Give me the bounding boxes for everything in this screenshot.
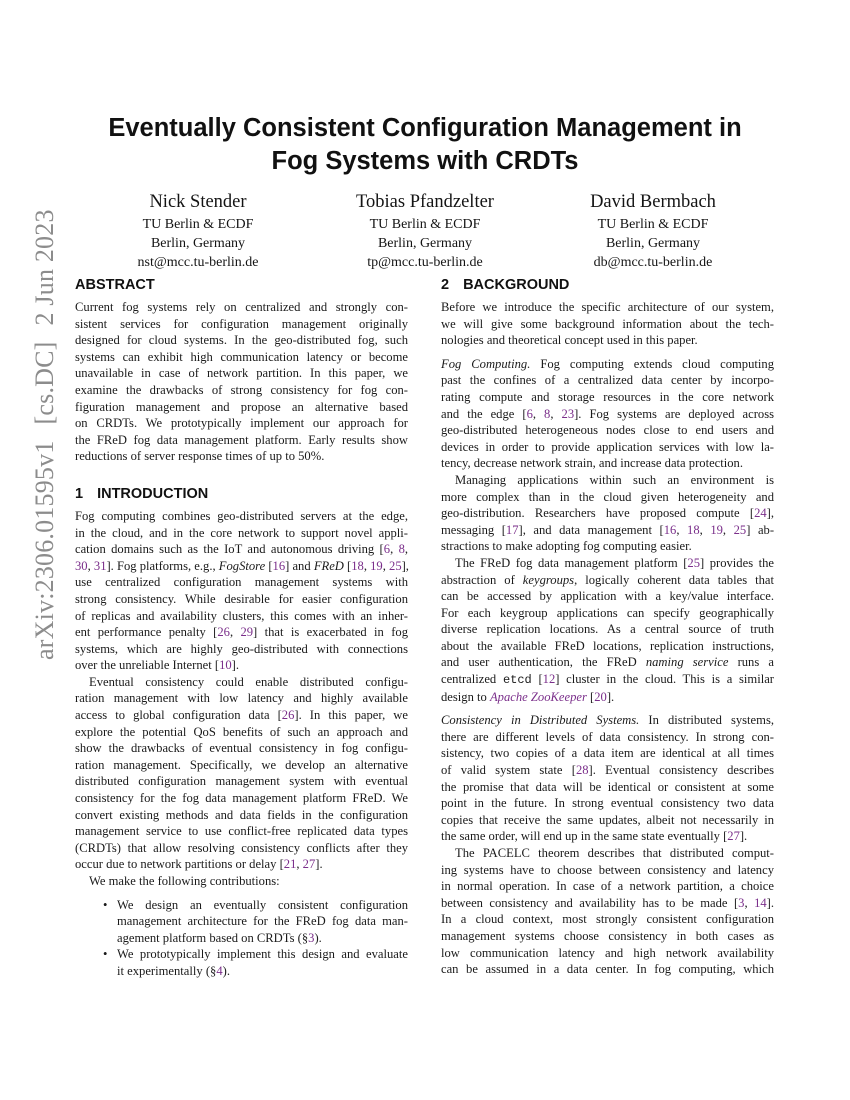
citation-link[interactable]: 20 xyxy=(594,689,607,704)
text-line: devices in order to provide application services with low la- xyxy=(441,439,774,454)
left-column xyxy=(75,276,408,980)
author-affiliation: TU Berlin & ECDF xyxy=(369,217,481,232)
consistency-paragraph xyxy=(441,712,774,845)
text-line: ration management. Specifically, we develop an alternative xyxy=(75,757,408,772)
citation-link[interactable]: 17 xyxy=(505,522,519,537)
text-line: in the cloud, and in the core network to support novel appli- xyxy=(75,525,408,540)
text-line: unavailable in case of network partition. In this paper, we xyxy=(75,366,408,381)
intro-paragraph-1 xyxy=(75,508,408,674)
citation-link[interactable]: 24 xyxy=(754,506,767,521)
text-line: past the confines of a centralized data center by incorpo- xyxy=(441,373,774,388)
text-line: We prototypically implement this design and evaluate xyxy=(117,947,408,962)
section-ref-link[interactable]: 3 xyxy=(308,930,315,945)
pacelc-paragraph xyxy=(441,845,774,978)
section-ref-link[interactable]: 4 xyxy=(216,963,223,978)
paper-title xyxy=(60,112,790,178)
text-line: messaging [17], and data management [16, 18, 19, 25] ab- xyxy=(441,522,775,537)
text-line: The PACELC theorem describes that distributed comput- xyxy=(455,846,774,860)
text-line: ent performance penalty [26, 29] that is exacerbated in fog xyxy=(75,625,408,640)
intro-paragraph-3 xyxy=(75,873,408,890)
citation-link[interactable]: 30 xyxy=(75,558,88,573)
text-line: tency, decrease network strain, and increase data protection. xyxy=(441,456,743,471)
arxiv-date: 2 Jun 2023 xyxy=(30,209,59,326)
text-line: For each keygroup applications can specify geographically xyxy=(441,605,774,620)
author-email[interactable]: nst@mcc.tu-berlin.de xyxy=(137,255,259,270)
citation-link[interactable]: 27 xyxy=(727,829,740,844)
citation-link[interactable]: 25 xyxy=(733,522,747,537)
text-line: We design an eventually consistent configuration xyxy=(117,897,408,912)
text-line: low communication latency and high network availability xyxy=(441,945,774,960)
bullet-icon: • xyxy=(103,947,108,962)
text-line: management service to use conflict-free replicated data types xyxy=(75,824,408,839)
citation-link[interactable]: Apache ZooKeeper xyxy=(489,689,587,704)
text-line: designed for cloud systems. In the geo-distributed fog, such xyxy=(75,333,408,348)
author-name: Nick Stender xyxy=(149,192,247,212)
arxiv-identifier xyxy=(30,193,60,660)
text-line: Before we introduce the specific architecture of our system, xyxy=(441,300,774,314)
text-line: geo-distributed heterogeneous nodes close to end users and xyxy=(441,423,774,438)
text-line: use centralized configuration management systems with xyxy=(75,575,408,590)
text-line: Fog computing combines geo-distributed servers at the edge, xyxy=(75,508,408,523)
text-line: Managing applications within such an environment is xyxy=(455,472,774,487)
text-line: Fog Computing. Fog computing extends cloud computing xyxy=(441,356,774,371)
text-line: (CRDTs) that allow resolving consistency conflicts after they xyxy=(75,840,408,855)
citation-link[interactable]: 19 xyxy=(370,558,383,573)
contribution-bullet xyxy=(75,946,408,979)
text-line: Consistency in Distributed Systems. In distributed systems, xyxy=(441,713,774,728)
paragraph-title: Consistency in Distributed Systems. xyxy=(441,713,640,728)
text-line: rating compute and storage resources in the core network xyxy=(441,389,774,404)
text-line: in normal operation. In case of a network partition, a choice xyxy=(441,879,774,894)
citation-link[interactable]: 10 xyxy=(219,658,232,673)
paragraph-title: Fog Computing. xyxy=(441,356,531,371)
text-line: 30, 31]. Fog platforms, e.g., FogStore [16] and FReD [18, 19, 25], xyxy=(75,558,409,573)
abstract-heading: ABSTRACT xyxy=(75,277,155,293)
text-line: and user authentication, the FReD naming service runs a xyxy=(441,655,774,670)
text-line: cation domains such as the IoT and autonomous driving [6, 8, xyxy=(75,542,409,557)
citation-link[interactable]: 29 xyxy=(240,625,254,640)
abstract-text xyxy=(75,299,408,465)
text-line: between consistency and availability has to be made [3, 14]. xyxy=(441,895,774,910)
text-line: about the available FReD locations, replication instructions, xyxy=(441,638,774,653)
bullet-icon: • xyxy=(103,897,108,912)
text-line: distributed configuration management system with eventual xyxy=(75,774,408,789)
citation-link[interactable]: 6 xyxy=(383,542,391,557)
text-line: it experimentally (§4). xyxy=(117,963,230,978)
text-line: access to global configuration data [26]. In this paper, we xyxy=(75,708,408,723)
text-line: systems can exhibit high communication latency or become xyxy=(75,349,408,364)
text-line: of replicas and availability clusters, this comes with an inher- xyxy=(75,608,408,623)
text-line: abstraction of keygroups, logically coherent data tables that xyxy=(441,572,775,587)
author-name: David Bermbach xyxy=(590,192,716,212)
text-line: In a cloud context, most strongly consistent configuration xyxy=(441,912,774,927)
title-line-1: Eventually Consistent Configuration Management in xyxy=(108,114,742,142)
author-email[interactable]: db@mcc.tu-berlin.de xyxy=(593,255,713,270)
text-line: convert existing methods and data fields in the configuration xyxy=(75,807,408,822)
citation-link[interactable]: 28 xyxy=(575,763,589,778)
contribution-bullet xyxy=(75,897,408,947)
text-line: management architecture for the FReD fog data man- xyxy=(117,914,408,929)
citation-link[interactable]: 16 xyxy=(663,522,677,537)
text-line: ing systems have to choose between consistency and latency xyxy=(441,862,774,877)
background-heading xyxy=(441,276,774,294)
intro-paragraph-2 xyxy=(75,674,408,873)
text-line: more complex than in the cloud given heterogeneity and xyxy=(441,489,774,504)
citation-link[interactable]: 14 xyxy=(754,895,767,910)
text-line: sistency, two copies of a data item are identical at all times xyxy=(441,746,774,761)
citation-link[interactable]: 31 xyxy=(93,558,107,573)
citation-link[interactable]: 25 xyxy=(687,555,701,570)
text-line: copies that receive the same updates, albeit not necessarily in xyxy=(441,812,774,827)
text-line: Eventual consistency could enable distributed configu- xyxy=(89,674,408,689)
citation-link[interactable]: 27 xyxy=(302,857,316,872)
text-line: show the drawbacks of eventual consistency in fog configu- xyxy=(75,741,408,756)
text-line: figuration management and propose an alternative based xyxy=(75,399,408,414)
text-line: We make the following contributions: xyxy=(89,874,280,888)
introduction-heading xyxy=(75,485,408,503)
author-block xyxy=(538,190,768,272)
citation-link[interactable]: 8 xyxy=(544,406,551,421)
citation-link[interactable]: 26 xyxy=(217,625,230,640)
text-line: centralized etcd [12] cluster in the cloud. This is a similar xyxy=(441,672,774,688)
text-line: over the unreliable Internet [10]. xyxy=(75,658,239,673)
citation-link[interactable]: 6 xyxy=(526,406,533,421)
citation-link[interactable]: 18 xyxy=(687,522,700,537)
text-line: the FReD fog data management platform. Early results show xyxy=(75,432,408,447)
text-line: design to Apache ZooKeeper [20]. xyxy=(441,689,615,704)
citation-link[interactable]: 26 xyxy=(281,708,295,723)
citation-link[interactable]: 16 xyxy=(272,558,286,573)
citation-link[interactable]: 12 xyxy=(542,672,556,687)
author-affiliation: TU Berlin & ECDF xyxy=(142,217,254,232)
background-intro xyxy=(441,299,774,349)
arxiv-category: [cs.DC] xyxy=(30,341,59,425)
author-affiliation: TU Berlin & ECDF xyxy=(597,217,709,232)
text-line: management systems choose consistency in both cases as xyxy=(441,928,774,943)
author-location: Berlin, Germany xyxy=(605,236,701,251)
text-line: can be assumed in a data center. In fog computing, which xyxy=(441,962,774,977)
text-line: nologies and theoretical concept used in this paper. xyxy=(441,333,698,348)
text-line: of valid system state [28]. Eventual consistency describes xyxy=(441,763,774,778)
text-line: ration management with low latency and highly available xyxy=(75,691,408,706)
text-line: agement platform based on CRDTs (§3). xyxy=(117,930,322,945)
citation-link[interactable]: 19 xyxy=(710,522,723,537)
text-line: diverse replication locations. As a central source of truth xyxy=(441,622,774,637)
text-line: stractions to make adopting fog computing easier. xyxy=(441,539,692,554)
author-location: Berlin, Germany xyxy=(150,236,246,251)
citation-link[interactable]: 23 xyxy=(561,406,575,421)
author-name: Tobias Pfandzelter xyxy=(356,192,494,212)
author-block xyxy=(310,190,540,272)
text-line: occur due to network partitions or delay [21, 27]. xyxy=(75,857,323,872)
fog-computing-paragraph xyxy=(441,356,774,472)
text-line: The FReD fog data management platform [25] provides the xyxy=(455,555,774,570)
text-line: there are different levels of data consistency. In strong con- xyxy=(441,729,774,744)
citation-link[interactable]: 25 xyxy=(389,558,402,573)
text-line: point in the future. In strong eventual consistency two data xyxy=(441,796,774,811)
text-line: systems, which are highly geo-distributed with connections xyxy=(75,641,408,656)
text-line: we will give some background information about the tech- xyxy=(441,316,774,331)
section-number: 1 xyxy=(75,485,84,502)
text-line: geo-distribution. Researchers have proposed compute [24], xyxy=(441,506,774,521)
citation-link[interactable]: 8 xyxy=(398,542,405,557)
title-line-2: Fog Systems with CRDTs xyxy=(271,147,579,175)
text-line: can be accessed by application with a key/value interface. xyxy=(441,589,774,604)
citation-link[interactable]: 3 xyxy=(738,895,745,910)
text-line: strong consistency. While desirable for easier configuration xyxy=(75,591,408,606)
text-line: explore the potential QoS benefits of such an approach and xyxy=(75,724,408,739)
text-line: the same order, will end up in the same state eventually [27]. xyxy=(441,829,748,844)
right-column xyxy=(441,276,774,978)
managing-paragraph xyxy=(441,472,774,555)
author-location: Berlin, Germany xyxy=(377,236,473,251)
citation-link[interactable]: 18 xyxy=(351,558,364,573)
author-email[interactable]: tp@mcc.tu-berlin.de xyxy=(367,255,483,270)
text-line: on CRDTs. We prototypically implement our approach for xyxy=(75,416,408,431)
section-title: BACKGROUND xyxy=(463,277,570,293)
arxiv-id: arXiv:2306.01595v1 xyxy=(30,440,59,660)
text-line: the promise that data will be identical or consistent at some xyxy=(441,779,774,794)
text-line: sistent services for configuration management originally xyxy=(75,316,408,331)
section-number: 2 xyxy=(441,277,450,293)
text-line: consistency for the fog data management platform FReD. We xyxy=(75,791,408,806)
fred-paragraph xyxy=(441,555,774,705)
text-line: examine the drawbacks of strong consistency for fog con- xyxy=(75,382,408,397)
section-title: INTRODUCTION xyxy=(97,485,209,502)
text-line: Current fog systems rely on centralized and strongly con- xyxy=(75,300,408,314)
author-block xyxy=(83,190,313,272)
text-line: reductions of server response times of up to 50%. xyxy=(75,449,325,464)
text-line: and the edge [6, 8, 23]. Fog systems are deployed across xyxy=(441,406,775,421)
citation-link[interactable]: 21 xyxy=(283,857,297,872)
